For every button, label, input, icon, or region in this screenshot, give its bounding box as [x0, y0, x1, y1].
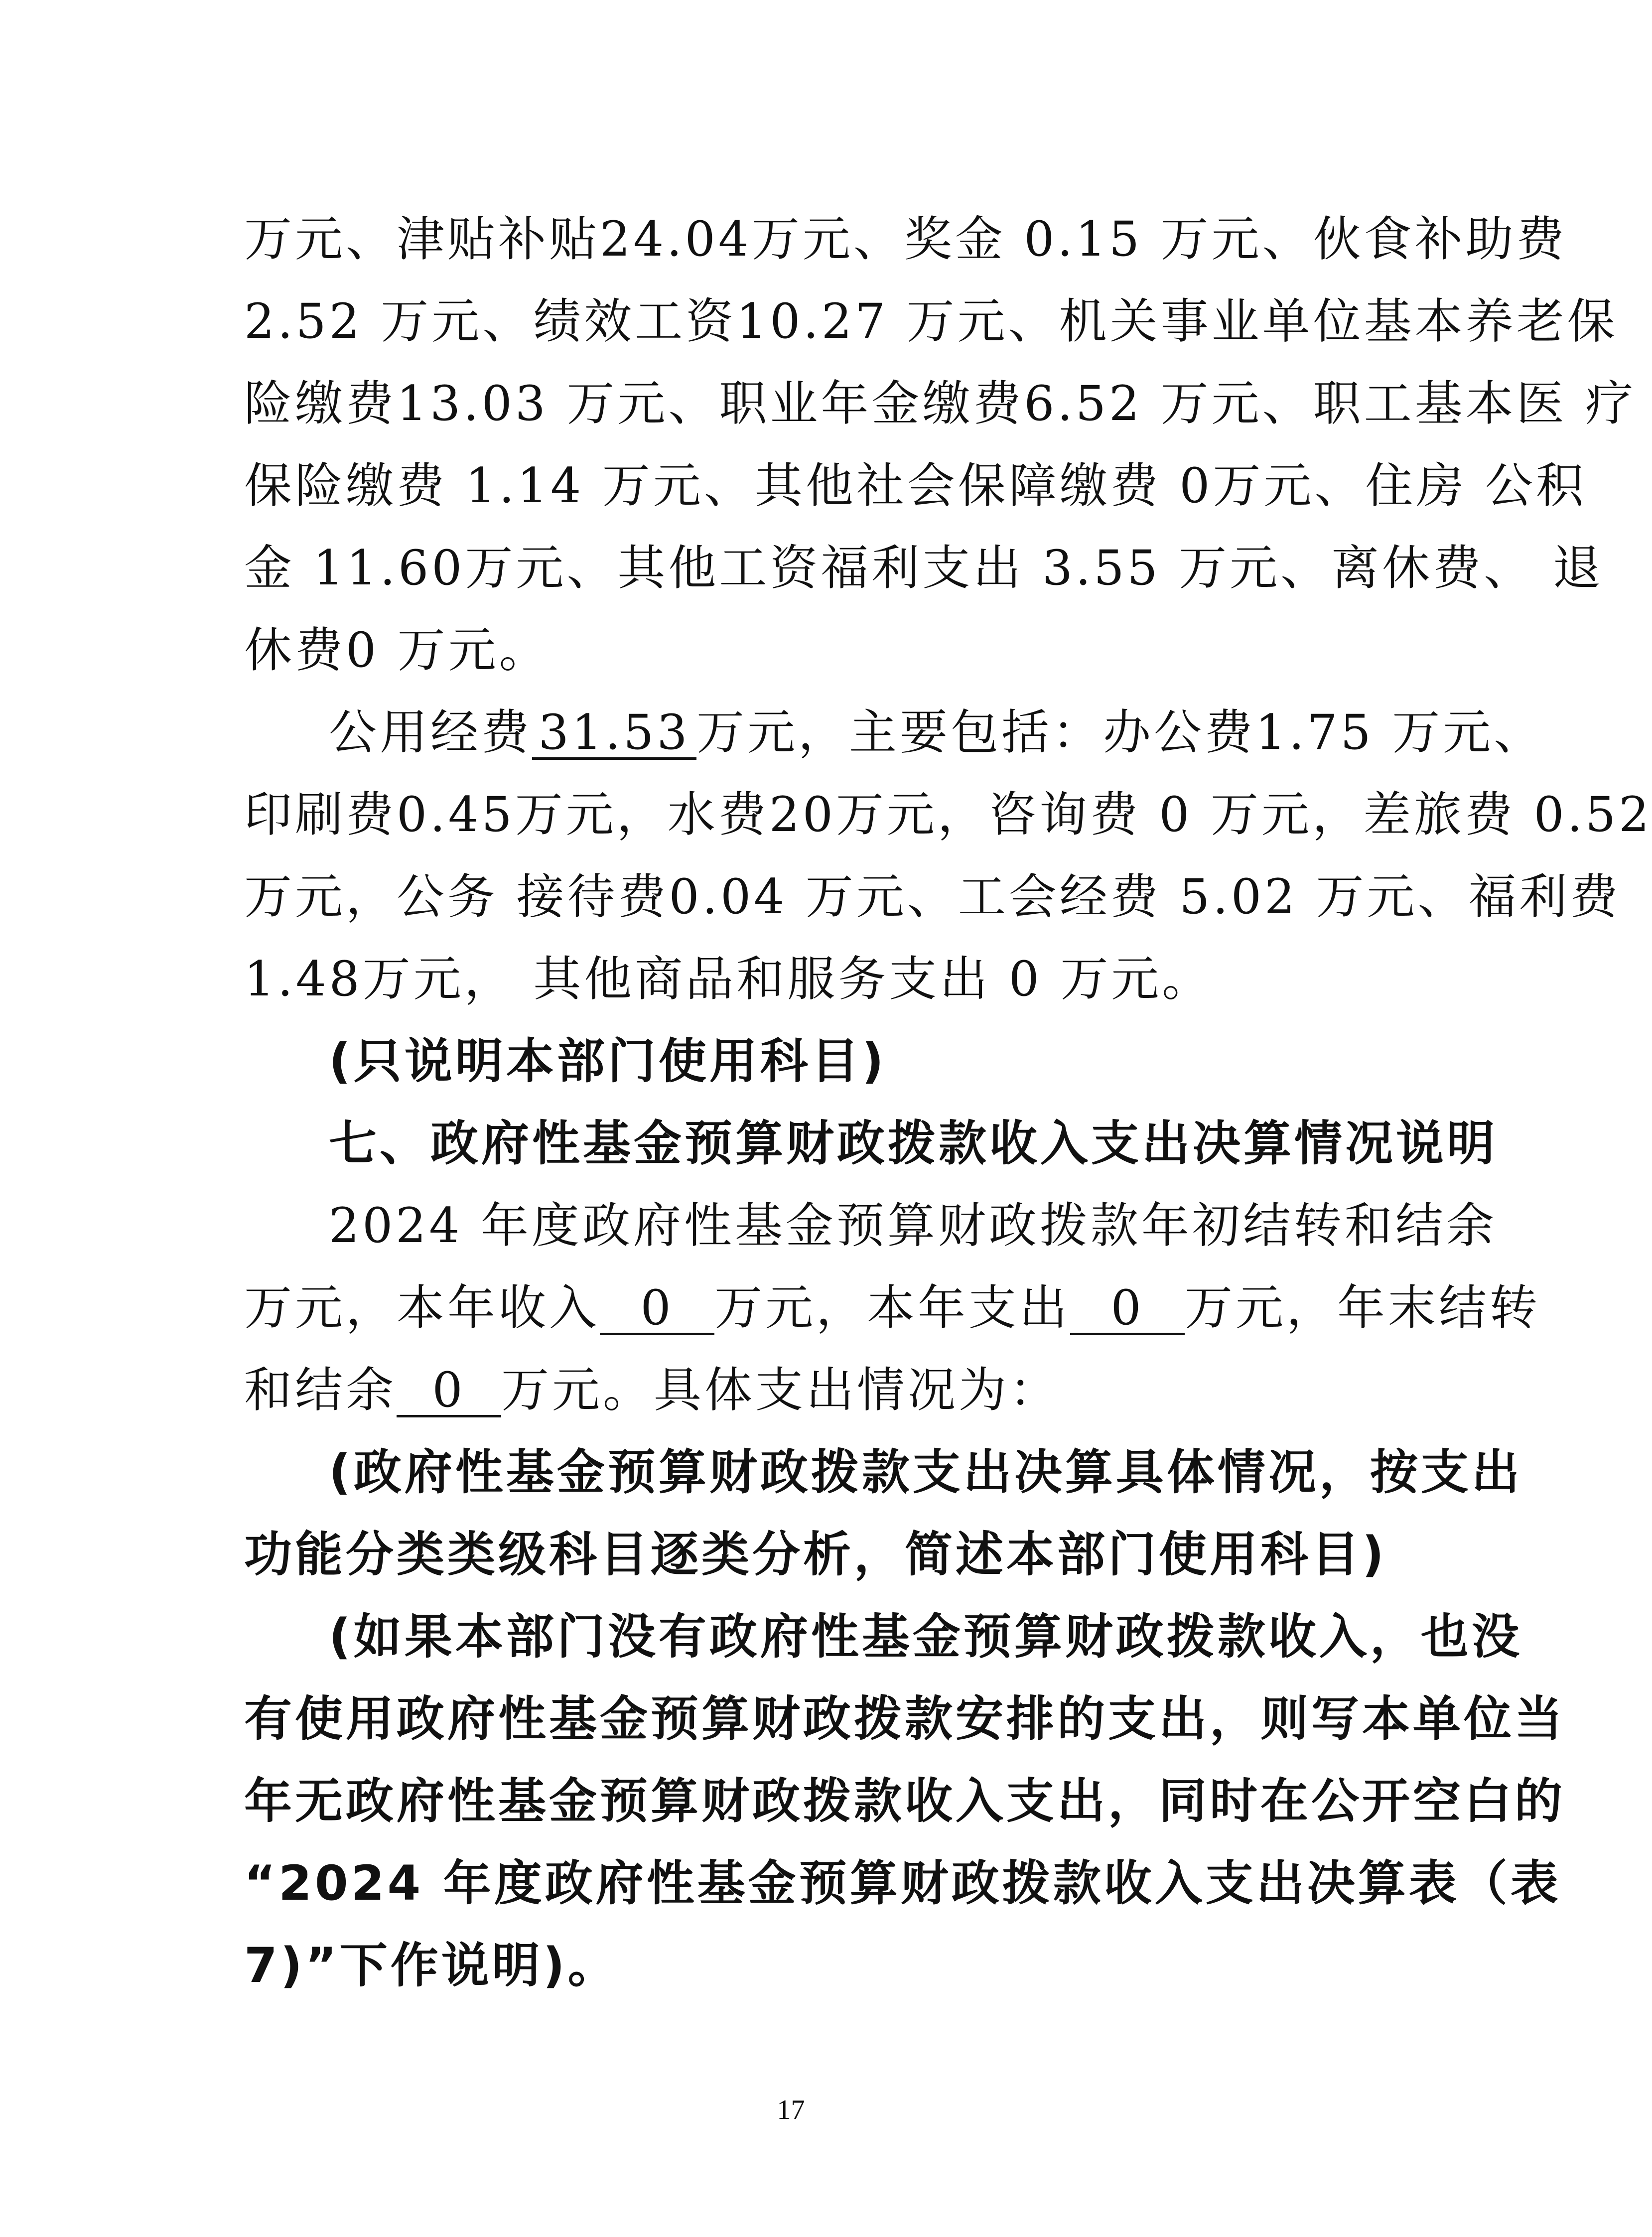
page-number: 17: [777, 2095, 805, 2125]
balance-label: 和结余: [244, 1362, 397, 1418]
paragraph-2-line-2: 印刷费0.45万元，水费20万元，咨询费 0 万元，差旅费 0.52: [244, 787, 1652, 842]
paragraph-2-line-1: [329, 700, 1545, 765]
paragraph-3-line-3: [244, 1358, 1340, 1422]
note-3-line-3: 年无政府性基金预算财政拨款收入支出，同时在公开空白的: [244, 1773, 1565, 1829]
note-2-line-1: (政府性基金预算财政拨款支出决算具体情况，按支出: [329, 1444, 1522, 1500]
public-expense-label: 公用经费: [329, 704, 532, 760]
paragraph-1-line-4: 保险缴费 1.14 万元、其他社会保障缴费 0万元、住房 公积: [244, 458, 1587, 514]
paragraph-2-line-3: 万元，公务 接待费0.04 万元、工会经费 5.02 万元、福利费: [244, 869, 1621, 925]
paragraph-1-line-3: 险缴费13.03 万元、职业年金缴费6.52 万元、职工基本医 疗: [244, 376, 1637, 431]
note-3-line-5: 7)”下作说明)。: [244, 1938, 619, 1993]
paragraph-3-line-2: [244, 1275, 1540, 1340]
paragraph-1-line-5: 金 11.60万元、其他工资福利支出 3.55 万元、离休费、 退: [244, 540, 1604, 596]
paragraph-1-line-2: 2.52 万元、绩效工资10.27 万元、机关事业单位基本养老保: [244, 293, 1618, 349]
note-3-line-2: 有使用政府性基金预算财政拨款安排的支出，则写本单位当: [244, 1691, 1565, 1747]
income-amount: 0: [600, 1283, 714, 1335]
paragraph-3-line-1: 2024 年度政府性基金预算财政拨款年初结转和结余: [329, 1198, 1497, 1254]
section-heading: 七、政府性基金预算财政拨款收入支出决算情况说明: [329, 1116, 1498, 1171]
details-intro: 万元。具体支出情况为：: [501, 1362, 1060, 1418]
balance-amount: 0: [397, 1365, 501, 1417]
note-3-line-1: (如果本部门没有政府性基金预算财政拨款收入，也没: [329, 1609, 1522, 1665]
public-expense-amount: 31.53: [532, 707, 696, 760]
paragraph-1-line-1: 万元、津贴补贴24.04万元、奖金 0.15 万元、伙食补助费: [244, 211, 1567, 267]
expense-amount: 0: [1070, 1283, 1185, 1335]
paragraph-1-line-6: 休费0 万元。: [244, 622, 550, 678]
note-2-line-2: 功能分类类级科目逐类分析，简述本部门使用科目): [244, 1527, 1387, 1582]
public-expense-suffix: 万元，主要包括：办公费1.75 万元、: [696, 704, 1545, 760]
year-end-label: 万元，年末结转: [1185, 1280, 1540, 1336]
note-used-subjects: (只说明本部门使用科目): [329, 1033, 887, 1089]
paragraph-2-line-4: 1.48万元， 其他商品和服务支出 0 万元。: [244, 951, 1213, 1007]
expense-label: 万元，本年支出: [714, 1280, 1070, 1336]
note-3-line-4: “2024 年度政府性基金预算财政拨款收入支出决算表（表: [244, 1855, 1561, 1911]
income-label: 万元，本年收入: [244, 1280, 600, 1336]
